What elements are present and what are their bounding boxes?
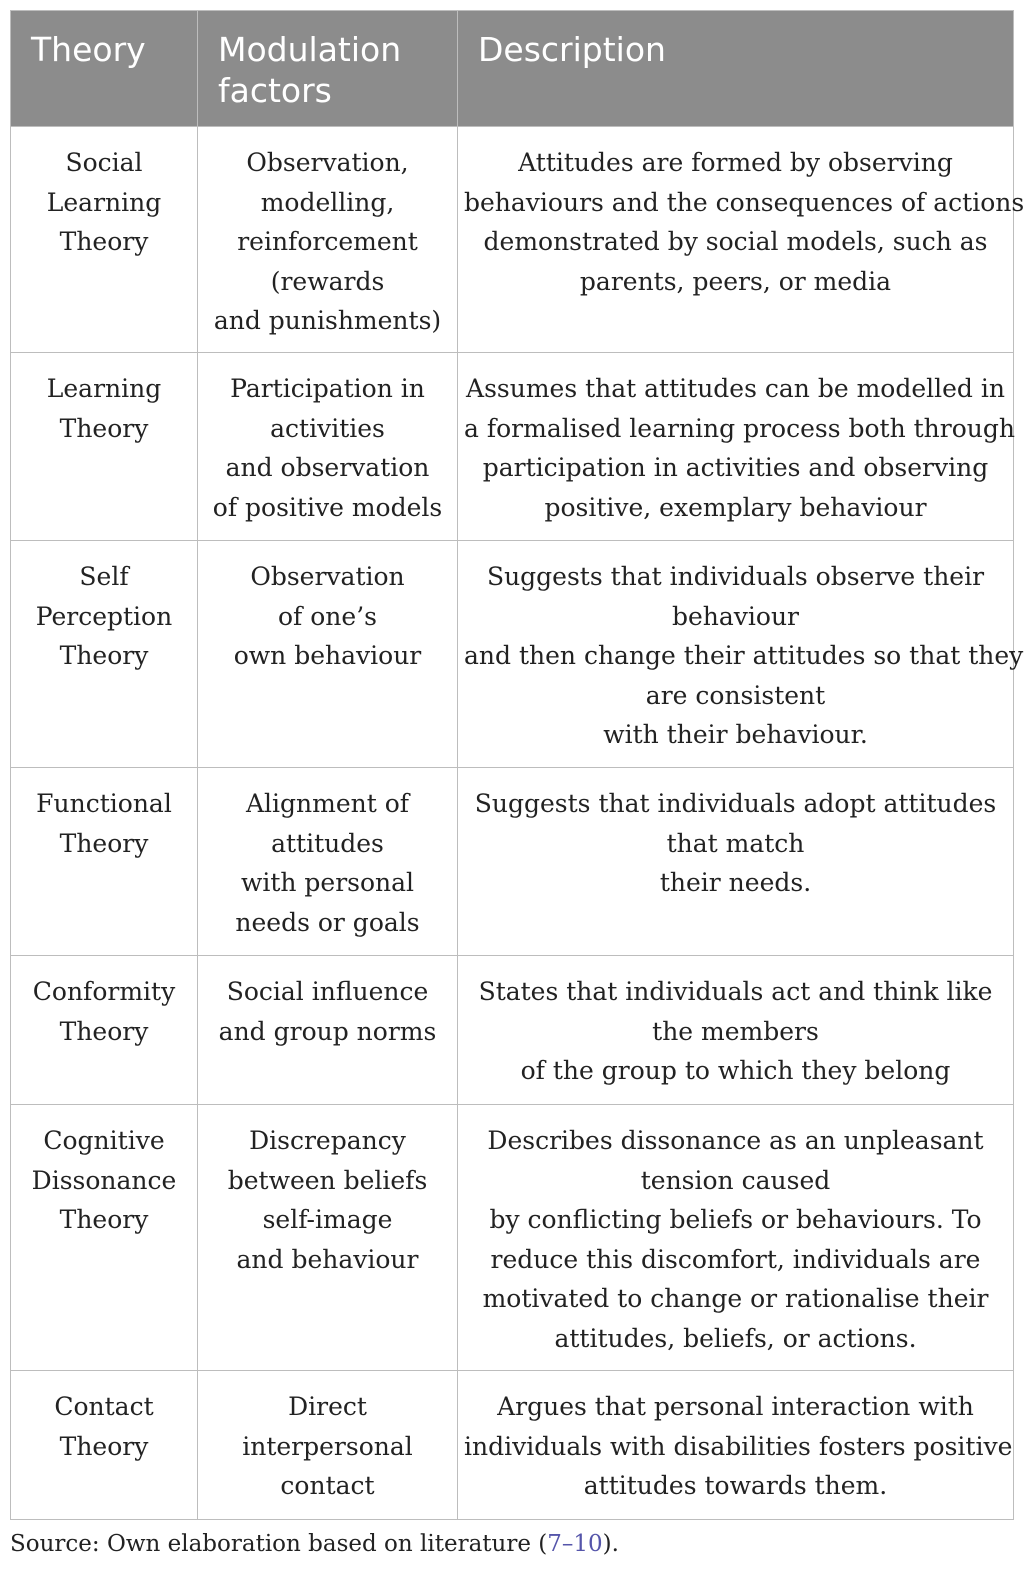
header-factors-line: Modulation: [218, 30, 402, 69]
cell-description-line: that match: [666, 828, 805, 858]
header-description: Description: [458, 11, 1014, 127]
cell-description: [458, 956, 1014, 1105]
cell-modulation-factors-line: Observation: [250, 562, 405, 591]
cell-theory-line: Contact: [54, 1392, 154, 1421]
theories-table: [10, 10, 1025, 1520]
cell-description: [458, 541, 1024, 768]
cell-modulation-factors-line: of positive models: [212, 492, 443, 522]
cell-description-line: tension caused: [640, 1165, 831, 1195]
cell-description-line: States that individuals act and think like: [478, 977, 993, 1006]
cell-modulation-factors-line: and observation: [225, 453, 430, 482]
cell-description-line: Describes dissonance as an unpleasant: [487, 1126, 984, 1155]
cell-modulation-factors-line: between beliefs: [227, 1165, 428, 1195]
cell-theory-line: Theory: [59, 828, 149, 858]
cell-modulation-factors-line: and group norms: [218, 1016, 437, 1046]
cell-description-line: the members: [652, 1016, 819, 1046]
table-row: [11, 956, 1014, 1105]
cell-description-line: Assumes that attitudes can be modelled in: [466, 374, 1005, 403]
cell-modulation-factors-line: and behaviour: [236, 1244, 419, 1274]
source-suffix: ).: [602, 1531, 619, 1557]
table-row: [11, 353, 1014, 541]
cell-theory-line: Learning: [46, 187, 162, 217]
cell-theory-line: Theory: [59, 1016, 149, 1046]
cell-theory: [11, 353, 198, 541]
cell-theory-line: Cognitive: [43, 1126, 165, 1155]
cell-modulation-factors: [198, 541, 458, 768]
cell-modulation-factors-line: attitudes: [271, 828, 384, 858]
cell-theory-line: Social: [65, 148, 143, 177]
table-header-row: [11, 11, 1014, 127]
cell-theory-line: Self: [79, 562, 129, 591]
source-text: Source: Own elaboration based on literature (: [10, 1531, 548, 1557]
cell-modulation-factors-line: contact: [280, 1471, 375, 1500]
cell-description-line: motivated to change or rationalise their: [482, 1284, 989, 1313]
cell-description-line: Argues that personal interaction with: [497, 1392, 974, 1421]
cell-modulation-factors: [198, 1105, 458, 1371]
cell-modulation-factors-line: Participation in: [230, 374, 425, 403]
cell-theory: [11, 1105, 198, 1371]
cell-modulation-factors-line: (rewards: [270, 266, 385, 296]
cell-theory-line: Learning: [46, 374, 162, 403]
cell-modulation-factors-line: self-image: [262, 1205, 393, 1234]
cell-modulation-factors: [198, 127, 458, 353]
header-modulation-factors: [198, 11, 458, 127]
header-theory: Theory: [11, 11, 198, 127]
cell-description-line: Attitudes are formed by observing: [518, 148, 953, 177]
cell-theory-line: Perception: [35, 601, 173, 631]
cell-theory: [11, 541, 198, 768]
cell-description-line: positive, exemplary behaviour: [544, 492, 927, 522]
cell-modulation-factors-line: modelling,: [260, 187, 395, 217]
cell-description: [458, 1371, 1014, 1520]
reference-link[interactable]: 7–10: [547, 1531, 603, 1557]
cell-modulation-factors-line: reinforcement: [237, 227, 418, 256]
table-row: [11, 127, 1014, 353]
cell-theory-line: Theory: [59, 1205, 149, 1234]
cell-theory: [11, 956, 198, 1105]
cell-theory: [11, 127, 198, 353]
cell-modulation-factors: [198, 768, 458, 956]
cell-theory-line: Conformity: [32, 977, 176, 1006]
cell-description-line: attitudes, beliefs, or actions.: [554, 1323, 917, 1353]
cell-theory-line: Theory: [59, 1431, 149, 1461]
cell-description-line: and then change their attitudes so that they: [464, 641, 1024, 670]
cell-theory-line: Dissonance: [31, 1165, 177, 1195]
cell-description-line: are consistent: [645, 680, 826, 710]
cell-theory: [11, 768, 198, 956]
cell-modulation-factors-line: Social influence: [226, 977, 429, 1006]
cell-description-line: behaviour: [671, 601, 800, 631]
cell-description: [458, 1105, 1014, 1371]
cell-description: [458, 127, 1025, 353]
cell-modulation-factors-line: and punishments): [213, 306, 442, 335]
cell-modulation-factors-line: interpersonal: [242, 1431, 413, 1461]
cell-modulation-factors-line: Alignment of: [245, 789, 410, 818]
cell-description: [458, 353, 1014, 541]
cell-theory-line: Functional: [36, 789, 172, 818]
cell-theory-line: Theory: [59, 413, 149, 443]
cell-modulation-factors-line: of one’s: [278, 601, 377, 631]
cell-modulation-factors-line: needs or goals: [235, 907, 420, 937]
cell-modulation-factors-line: own behaviour: [233, 641, 422, 670]
cell-description-line: participation in activities and observing: [482, 453, 989, 482]
cell-description-line: reduce this discomfort, individuals are: [490, 1244, 981, 1274]
source-note: [10, 1527, 619, 1561]
cell-modulation-factors: [198, 956, 458, 1105]
cell-theory-line: Theory: [59, 227, 149, 256]
cell-description-line: parents, peers, or media: [579, 266, 892, 296]
cell-description-line: by conflicting beliefs or behaviours. To: [489, 1205, 982, 1234]
cell-modulation-factors-line: with personal: [240, 868, 415, 897]
cell-description-line: behaviours and the consequences of actions: [464, 187, 1025, 217]
cell-description-line: their needs.: [659, 868, 812, 897]
cell-theory: [11, 1371, 198, 1520]
cell-modulation-factors-line: Direct: [288, 1392, 367, 1421]
cell-modulation-factors: [198, 1371, 458, 1520]
cell-description-line: Suggests that individuals adopt attitudes: [474, 789, 997, 818]
cell-description-line: a formalised learning process both through: [464, 413, 1015, 443]
header-factors-line: factors: [218, 71, 332, 110]
cell-description-line: with their behaviour.: [603, 720, 868, 749]
cell-modulation-factors: [198, 353, 458, 541]
cell-modulation-factors-line: activities: [270, 413, 385, 443]
table-row: [11, 1371, 1014, 1520]
table-row: [11, 1105, 1014, 1371]
cell-description-line: individuals with disabilities fosters positive: [464, 1431, 1013, 1461]
cell-description-line: demonstrated by social models, such as: [483, 227, 988, 256]
table-row: [11, 541, 1014, 768]
cell-modulation-factors-line: Discrepancy: [249, 1126, 406, 1155]
cell-description-line: attitudes towards them.: [583, 1471, 888, 1500]
cell-description-line: of the group to which they belong: [520, 1056, 951, 1085]
cell-theory-line: Theory: [59, 641, 149, 670]
table-row: [11, 768, 1014, 956]
cell-description: [458, 768, 1014, 956]
cell-modulation-factors-line: Observation,: [246, 148, 409, 177]
cell-description-line: Suggests that individuals observe their: [486, 562, 985, 591]
